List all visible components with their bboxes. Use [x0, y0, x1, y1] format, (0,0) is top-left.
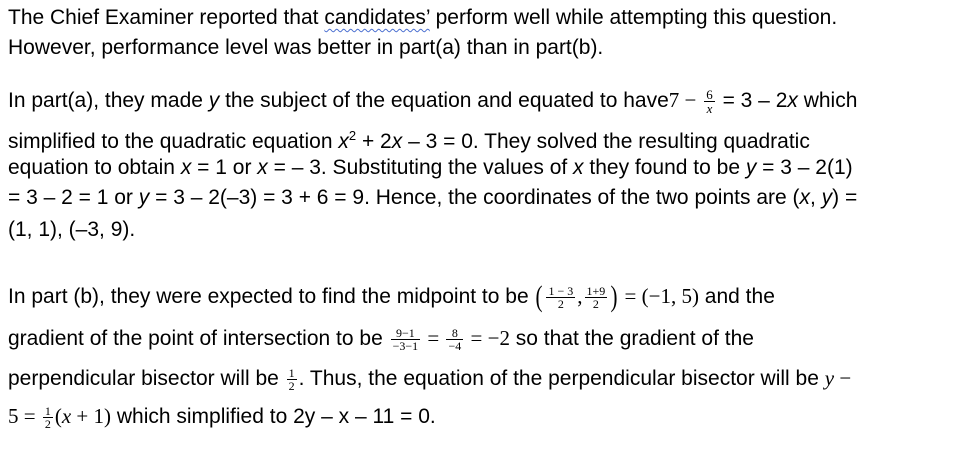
text: perform well while attempting this question.: [429, 6, 838, 29]
text: = 1 or: [191, 156, 258, 179]
denominator: 2: [592, 296, 599, 311]
var-y: y: [824, 366, 835, 390]
text: gradient of the point of intersection to be: [8, 327, 389, 350]
paragraph-3-line-3: [8, 366, 851, 392]
numerator: 1: [44, 403, 51, 418]
fraction-midpoint-y: [585, 285, 608, 310]
text: which: [797, 89, 858, 113]
math-expr: + 1): [71, 404, 112, 428]
text: = – 3. Substituting the values of: [267, 156, 574, 179]
text: so that the gradient of the: [509, 327, 754, 350]
text: they found to be: [583, 156, 746, 179]
right-paren: ): [610, 280, 618, 314]
var-y: y: [745, 156, 757, 179]
var-x: x: [391, 130, 403, 153]
text: which simplified to 2y – x – 11 = 0.: [111, 405, 436, 428]
denominator: −3−1: [392, 338, 419, 353]
var-y: y: [208, 89, 220, 113]
paragraph-3-line-1: [8, 280, 775, 314]
left-paren: (: [535, 280, 543, 314]
paragraph-2-line-1: [8, 88, 857, 115]
fraction-half: [287, 367, 297, 392]
var-x: x: [180, 156, 192, 179]
denominator: 2: [288, 378, 295, 393]
fraction-midpoint-x: [546, 285, 575, 310]
paragraph-1-line-2: [8, 36, 603, 60]
var-y: y: [138, 186, 150, 209]
paragraph-2-line-4: [8, 186, 857, 210]
text: The Chief Examiner reported that: [8, 6, 325, 29]
text: ,: [810, 186, 822, 209]
var-x: x: [338, 130, 349, 153]
var-x: x: [257, 156, 268, 179]
text: and the: [698, 285, 775, 308]
text: = 3 – 2: [716, 89, 788, 113]
text: = 3 – 2 = 1 or: [8, 186, 139, 209]
paragraph-3-line-4: [8, 404, 436, 430]
numerator: 9−1: [391, 327, 421, 340]
var-x: x: [61, 404, 72, 428]
var-x: x: [573, 156, 584, 179]
fraction-gradient-2: [446, 327, 463, 352]
math-expr: (: [54, 404, 62, 428]
var-y: y: [821, 186, 833, 209]
fraction-gradient-1: [391, 327, 421, 352]
text: In part (b), they were expected to find the midpoint to be: [8, 285, 535, 308]
fraction-6-over-x: [704, 88, 715, 115]
paragraph-3-line-2: [8, 326, 754, 352]
paragraph-2-line-2: [8, 124, 810, 154]
text: – 3 = 0. They solved the resulting quadratic: [402, 130, 810, 153]
paragraph-2-line-3: [8, 156, 853, 180]
numerator: 1 − 3: [548, 283, 574, 298]
paragraph-1-line-1: [8, 6, 837, 30]
numerator: 8: [446, 327, 463, 340]
text: However, performance level was better in part(a) than in part(b).: [8, 36, 604, 59]
spellcheck-word: candidates’: [324, 6, 430, 29]
denominator: 2: [44, 416, 51, 431]
numerator: 6: [706, 87, 713, 102]
paragraph-2-line-5: [8, 218, 135, 242]
text: In part(a), they made: [8, 89, 209, 113]
math-expr: = (−1, 5): [619, 284, 699, 308]
numerator: 1: [288, 365, 295, 380]
text: = 3 – 2(1): [756, 156, 853, 179]
numerator: 1+9: [586, 283, 606, 298]
denominator: 2: [557, 296, 564, 311]
text: perpendicular bisector will be: [8, 367, 285, 390]
math-expr: −: [834, 366, 852, 390]
var-x: x: [787, 89, 798, 113]
text: the subject of the equation and equated to have: [219, 89, 669, 113]
math-expr: = −2: [465, 326, 510, 350]
superscript: 2: [348, 128, 357, 143]
var-x: x: [799, 186, 810, 209]
text: simplified to the quadratic equation: [8, 130, 339, 153]
text: . Thus, the equation of the perpendicular bisector will be: [298, 367, 825, 390]
text: (1, 1), (–3, 9).: [8, 218, 136, 241]
fraction-half-2: [43, 405, 53, 430]
text: = 3 – 2(–3) = 3 + 6 = 9. Hence, the coordinates of the two points are (: [149, 186, 800, 209]
comma: ,: [577, 284, 583, 308]
denominator: x: [706, 101, 713, 116]
math-expr: 7 −: [668, 88, 697, 113]
text: equation to obtain: [8, 156, 181, 179]
text: + 2: [356, 130, 392, 153]
denominator: −4: [448, 338, 462, 353]
text: ) =: [832, 186, 858, 209]
math-expr: =: [422, 326, 445, 350]
math-expr: 5 =: [8, 404, 41, 428]
